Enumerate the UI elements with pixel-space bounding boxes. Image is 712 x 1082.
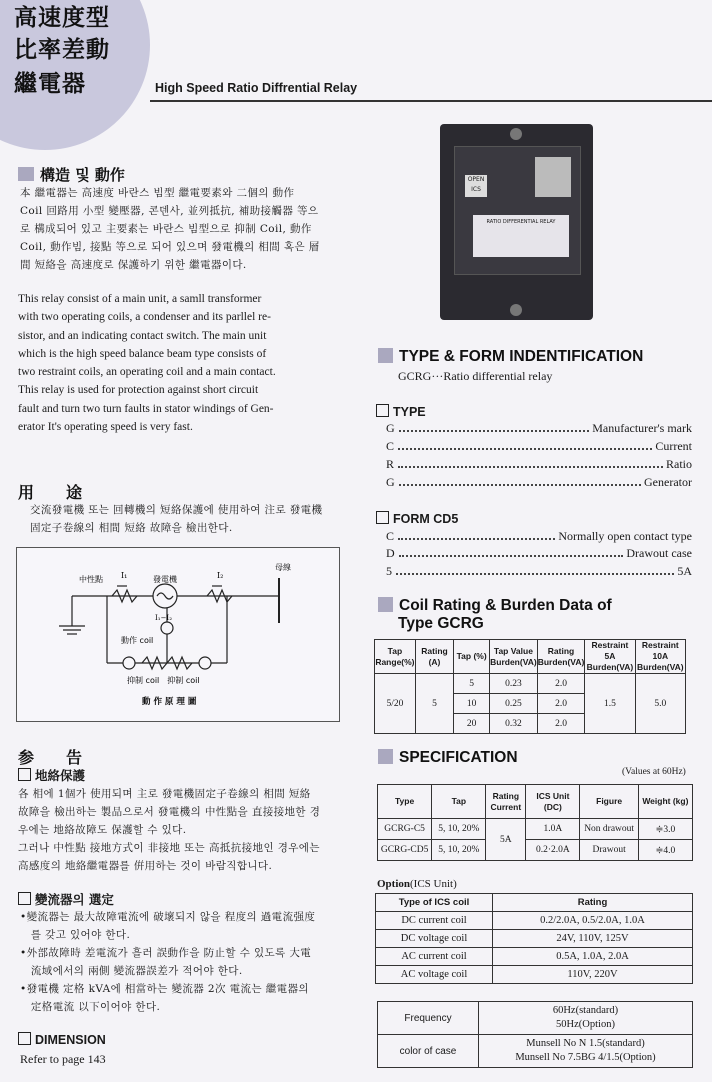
spec-note: (Values at 60Hz) <box>622 767 686 777</box>
spec-th-figure: Figure <box>580 785 638 819</box>
diagram-caption: 動 作 原 理 圖 <box>142 697 197 707</box>
option-type: AC current coil <box>376 948 493 966</box>
form-heading: FORM CD5 <box>376 511 458 526</box>
coil-th-tap-value: Tap Value Burden(VA) <box>490 640 538 674</box>
freq-label: Frequency <box>378 1002 479 1035</box>
relay-photo <box>440 124 593 320</box>
spec-ics: 0.2·2.0A <box>526 840 580 861</box>
option-rating: 0.2/2.0A, 0.5/2.0A, 1.0A <box>493 912 693 930</box>
type-row-c: C Current <box>386 439 692 453</box>
option-heading: Option(ICS Unit) <box>377 878 457 890</box>
diagram-i2-label: I₂ <box>217 571 224 580</box>
coil-rating-burden: 2.0 <box>537 694 585 714</box>
spec-type: GCRG-CD5 <box>378 840 432 861</box>
spec-weight: ≑4.0 <box>638 840 692 861</box>
coil-tap: 20 <box>454 714 490 734</box>
checkbox-marker <box>18 892 31 905</box>
header-rule <box>150 100 712 102</box>
color-values: Munsell No N 1.5(standard) Munsell No 7.5BG 4/1.5(Option) <box>479 1035 693 1068</box>
relay-window <box>454 146 581 275</box>
coil-rating-burden: 2.0 <box>537 714 585 734</box>
type-row-g2: G Generator <box>386 475 692 489</box>
coil-th-tap-range: Tap Range(%) <box>375 640 416 674</box>
screw-icon <box>510 128 522 140</box>
coil-restraint5: 1.5 <box>585 674 635 734</box>
form-row-d: D Drawout case <box>386 546 692 560</box>
structure-ko-text: 本 繼電器는 高速度 바란스 빔型 繼電要素와 二個의 動作 Coil 回路用 小型 變壓器, 콘덴사, 並列抵抗, 補助接觸器 等으 로 構成되어 있고 主要素는 바란스 빔型으로 抑制 Coil, 動作 Coil, 動作빔, 接點 等으로 되어 있으며 發電機의 相間 혹은 層 間 短絡을 高速度로 保護하기 위한 繼電器이다. <box>20 187 320 271</box>
coil-table <box>374 639 686 734</box>
spec-weight: ≑3.0 <box>638 819 692 840</box>
title-line-3: 繼電器 <box>14 70 86 97</box>
type-form-heading: TYPE & FORM INDENTIFICATION <box>378 348 643 366</box>
type-row-r: R Ratio <box>386 457 692 471</box>
spec-heading: SPECIFICATION <box>378 749 518 767</box>
spec-type: GCRG-C5 <box>378 819 432 840</box>
spec-th-type: Type <box>378 785 432 819</box>
coil-th-restraint5: Restraint 5A Burden(VA) <box>586 640 634 672</box>
spec-ics: 1.0A <box>526 819 580 840</box>
option-rating: 110V, 220V <box>493 966 693 984</box>
ct-heading: 變流器의 選定 <box>18 890 114 908</box>
ct-text: •變流器는 最大故障電流에 破壞되지 않을 程度의 過電流强度 를 갖고 있어야 한다. •外部故障時 差電流가 흘러 誤動作을 防止할 수 있도록 大電 流域에서의 兩側 變流器誤差가 적어야 한다. •發電機 定格 kVA에 相當하는 變流器 2次 電流는 繼電器의 定格電流 以下이어야 한다. <box>20 911 316 1013</box>
coil-heading: Coil Rating & Burden Data of <box>378 597 612 615</box>
coil-rating: 5 <box>415 674 453 734</box>
title-line-1: 高速度型 <box>14 4 110 31</box>
coil-tap-value: 0.32 <box>490 714 538 734</box>
option-table <box>375 893 693 984</box>
diagram-neutral-label: 中性點 <box>79 575 103 584</box>
ics-unit: OPEN ICS <box>465 175 487 197</box>
option-type: DC voltage coil <box>376 930 493 948</box>
option-th-rating: Rating <box>493 894 693 912</box>
coil-tap-value: 0.25 <box>490 694 538 714</box>
option-rating: 0.5A, 1.0A, 2.0A <box>493 948 693 966</box>
spec-rating-current: 5A <box>486 819 526 861</box>
checkbox-marker <box>376 404 389 417</box>
nameplate: RATIO DIFFERENTIAL RELAY <box>473 215 569 257</box>
color-label: color of case <box>378 1035 479 1068</box>
coil-th-rating-burden: Rating Burden(VA) <box>537 640 585 674</box>
spec-tap: 5, 10, 20% <box>432 840 486 861</box>
principle-diagram <box>16 547 340 722</box>
coil-tap: 5 <box>454 674 490 694</box>
type-heading: TYPE <box>376 404 426 419</box>
reference-heading: 参 告 <box>18 748 83 767</box>
freq-values: 60Hz(standard) 50Hz(Option) <box>479 1002 693 1035</box>
coil-th-rating: Rating (A) <box>415 640 453 674</box>
checkbox-marker <box>18 768 31 781</box>
usage-heading: 用 途 <box>18 483 83 502</box>
coil-tap-value: 0.23 <box>490 674 538 694</box>
coil-rating-burden: 2.0 <box>537 674 585 694</box>
section-marker <box>378 348 393 363</box>
form-row-c: C Normally open contact type <box>386 529 692 543</box>
spec-figure: Non drawout <box>580 819 638 840</box>
coil-th-tap: Tap (%) <box>454 640 490 674</box>
dimension-heading: DIMENSION <box>18 1032 106 1047</box>
dimension-text: Refer to page 143 <box>20 1052 106 1066</box>
diagram-bus-label: 母線 <box>275 563 291 572</box>
spec-tap: 5, 10, 20% <box>432 819 486 840</box>
usage-text: 交流發電機 또는 回轉機의 短絡保護에 使用하여 注로 發電機 固定子卷線의 相間 短絡 故障을 檢出한다. <box>30 504 323 534</box>
relay-mechanism <box>535 157 571 197</box>
coil-restraint10: 5.0 <box>635 674 685 734</box>
type-row-g: G Manufacturer's mark <box>386 421 692 435</box>
spec-table <box>377 784 693 861</box>
spec-th-weight: Weight (kg) <box>638 785 692 819</box>
title-line-2: 比率差動 <box>14 36 110 63</box>
ground-heading: 地絡保護 <box>18 766 85 784</box>
diagram-generator-label: 發電機 <box>153 575 177 584</box>
ground-text: 各 相에 1個가 使用되며 主로 發電機固定子卷線의 相間 短絡 故障을 檢出하는 製品으로서 發電機의 中性點을 直接接地한 경 우에는 地絡故障도 保護할 수 있다. 그러나 中性點 接地方式이 非接地 또는 高抵抗接地인 경우에는 高感度의 地絡繼電器를 倂用하는 것이 바람직합니다. <box>18 788 321 872</box>
coil-tap: 10 <box>454 694 490 714</box>
section-marker <box>378 597 393 612</box>
diagram-restraint-label: 抑制 coil 抑制 coil <box>127 676 200 685</box>
option-type: DC current coil <box>376 912 493 930</box>
screw-icon <box>510 304 522 316</box>
diagram-svg <box>17 548 339 721</box>
spec-figure: Drawout <box>580 840 638 861</box>
coil-th-restraint10: Restraint 10A Burden(VA) <box>637 640 684 672</box>
spec-th-rating: Rating Current <box>486 785 526 819</box>
option-type: AC voltage coil <box>376 966 493 984</box>
option-th-type: Type of ICS coil <box>376 894 493 912</box>
checkbox-marker <box>18 1032 31 1045</box>
diagram-diff-label: I₁−I₂ <box>155 614 173 622</box>
form-row-5: 5 5A <box>386 564 692 578</box>
checkbox-marker <box>376 511 389 524</box>
coil-heading-2: Type GCRG <box>398 615 484 632</box>
section-marker <box>18 167 34 181</box>
type-form-subtitle: GCRG···Ratio differential relay <box>398 369 553 383</box>
diagram-opcoil-label: 動作 coil <box>121 636 154 645</box>
spec-th-ics: ICS Unit (DC) <box>526 785 580 819</box>
freq-table <box>377 1001 693 1068</box>
diagram-i1-label: I₁ <box>121 571 128 580</box>
spec-th-tap: Tap <box>432 785 486 819</box>
coil-tap-range: 5/20 <box>375 674 416 734</box>
structure-heading: 構造 및 動作 <box>18 164 125 185</box>
structure-en-text: This relay consist of a main unit, a samll transformer with two operating coils, a condenser and its parllel re- sistor, and an indicating contact switch. The main unit which is the high speed balance beam type consists of two restraint coils, an operating coil and a main contact. This relay is used for protection against short circuit fault and turn two turn faults in stator windings of Gen- erator It's operating speed is very fast. <box>18 293 276 434</box>
option-rating: 24V, 110V, 125V <box>493 930 693 948</box>
title-en: High Speed Ratio Diffrential Relay <box>155 81 358 95</box>
section-marker <box>378 749 393 764</box>
